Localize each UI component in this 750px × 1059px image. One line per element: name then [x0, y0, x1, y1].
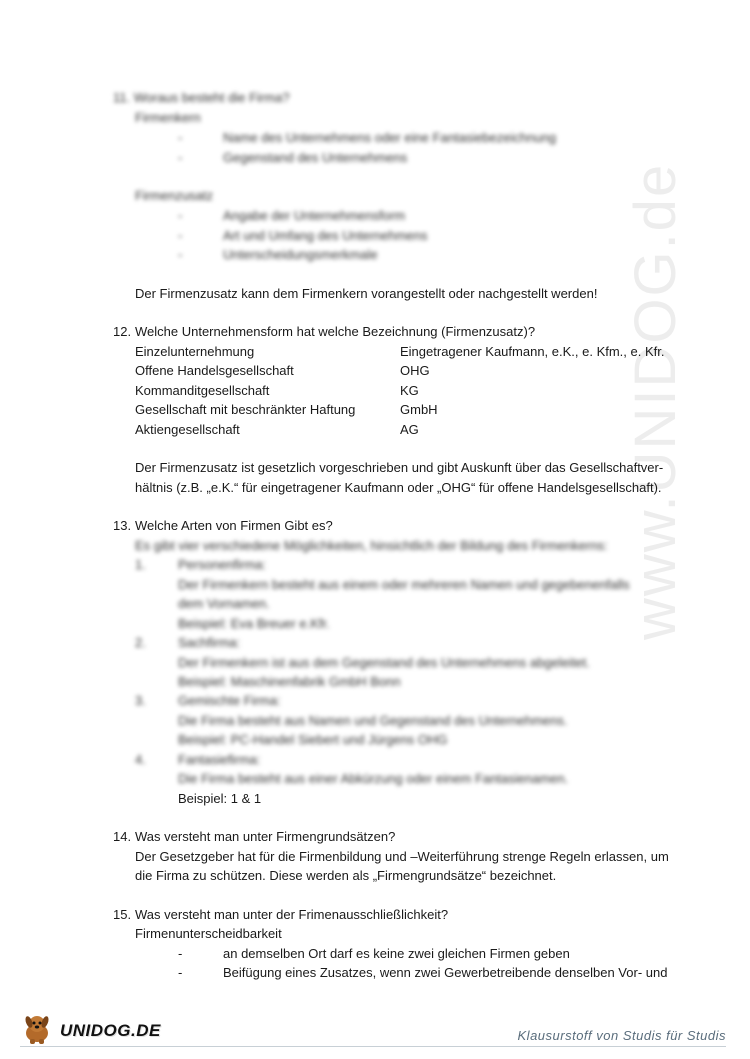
q13-type-line: Beispiel: Eva Breuer e.Kfr.	[178, 616, 330, 631]
q11-note: Der Firmenzusatz kann dem Firmenkern vorangestellt oder nachgestellt werden!	[135, 286, 598, 301]
q11-kern-label: Firmenkern	[135, 110, 201, 125]
bullet: -	[178, 130, 183, 145]
footer-tagline: Klausurstoff von Studis für Studis	[517, 1028, 726, 1043]
bullet: -	[178, 150, 183, 165]
q12-note-line: Der Firmenzusatz ist gesetzlich vorgeschrieben und gibt Auskunft über das Gesellschaftver-	[135, 460, 664, 475]
bullet: -	[178, 946, 183, 961]
q14-number: 14.	[113, 829, 132, 844]
q15-question: Was versteht man unter der Frimenausschließlichkeit?	[135, 907, 449, 922]
q14-line: die Firma zu schützen. Diese werden als „Firmengrundsätze“ bezeichnet.	[135, 868, 557, 883]
q13-type-line: Die Firma besteht aus Namen und Gegenstand des Unternehmens.	[178, 713, 568, 728]
logo-text: UNIDOG.DE	[60, 1020, 161, 1040]
q12-form: Kommanditgesellschaft	[135, 383, 270, 398]
footer-divider	[20, 1046, 726, 1047]
q11-zusatz-item: Unterscheidungsmerkmale	[223, 247, 378, 262]
q12-zusatz: AG	[400, 422, 419, 437]
q11-zusatz-item: Art und Umfang des Unternehmens	[223, 228, 428, 243]
q12-zusatz: Eingetragener Kaufmann, e.K., e. Kfm., e. Kfr.	[400, 344, 665, 359]
unidog-logo[interactable]	[20, 1012, 161, 1049]
q13-type-line: Die Firma besteht aus einer Abkürzung oder einem Fantasienamen.	[178, 771, 569, 786]
q11-zusatz-label: Firmenzusatz	[135, 188, 214, 203]
q13-type-num: 1.	[135, 557, 146, 572]
q13-last-example: Beispiel: 1 & 1	[178, 791, 262, 806]
q12-form: Gesellschaft mit beschränkter Haftung	[135, 402, 356, 417]
q12-question: Welche Unternehmensform hat welche Bezeichnung (Firmenzusatz)?	[135, 324, 536, 339]
bullet: -	[178, 965, 183, 980]
q13-type-line: Beispiel: Maschinenfabrik GmbH Bonn	[178, 674, 401, 689]
q14-question: Was versteht man unter Firmengrundsätzen?	[135, 829, 396, 844]
q12-form: Einzelunternehmung	[135, 344, 255, 359]
q12-zusatz: OHG	[400, 363, 430, 378]
q13-type-line: dem Vornamen.	[178, 596, 270, 611]
bullet: -	[178, 228, 183, 243]
q15-item: Beifügung eines Zusatzes, wenn zwei Gewerbetreibende denselben Vor- und	[223, 965, 668, 980]
watermark-text: www.UNIDOG.de	[623, 162, 688, 640]
q12-number: 12.	[113, 324, 132, 339]
q13-type-num: 4.	[135, 752, 146, 767]
q13-type-name: Personenfirma:	[178, 557, 267, 572]
q15-item: an demselben Ort darf es keine zwei gleichen Firmen geben	[223, 946, 570, 961]
q11-zusatz-item: Angabe der Unternehmensform	[223, 208, 406, 223]
q12-form: Aktiengesellschaft	[135, 422, 240, 437]
q13-question: Welche Arten von Firmen Gibt es?	[135, 518, 333, 533]
q11-kern-item: Gegenstand des Unternehmens	[223, 150, 408, 165]
q13-type-num: 3.	[135, 693, 146, 708]
q15-label: Firmenunterscheidbarkeit	[135, 926, 282, 941]
q13-type-name: Fantasiefirma:	[178, 752, 261, 767]
q13-type-num: 2.	[135, 635, 146, 650]
q13-type-line: Beispiel: PC-Handel Siebert und Jürgens OHG	[178, 732, 448, 747]
q12-zusatz: KG	[400, 383, 419, 398]
q13-type-name: Gemischte Firma:	[178, 693, 281, 708]
q13-type-line: Der Firmenkern besteht aus einem oder mehreren Namen und gegebenenfalls	[178, 577, 630, 592]
q12-note-line: hältnis (z.B. „e.K.“ für eingetragener Kaufmann oder „OHG“ für offene Handelsgesellschaft).	[135, 480, 662, 495]
q12-form: Offene Handelsgesellschaft	[135, 363, 294, 378]
q11-title: 11. Woraus besteht die Firma?	[113, 90, 290, 105]
q13-type-line: Der Firmenkern ist aus dem Gegenstand des Unternehmens abgeleitet.	[178, 655, 590, 670]
q11-kern-item: Name des Unternehmens oder eine Fantasiebezeichnung	[223, 130, 557, 145]
dog-icon	[20, 1012, 54, 1049]
q15-number: 15.	[113, 907, 132, 922]
q14-line: Der Gesetzgeber hat für die Firmenbildung und –Weiterführung strenge Regeln erlassen, um	[135, 849, 669, 864]
q12-zusatz: GmbH	[400, 402, 438, 417]
q13-type-name: Sachfirma:	[178, 635, 241, 650]
q13-intro: Es gibt vier verschiedene Möglichkeiten, hinsichtlich der Bildung des Firmenkerns:	[135, 538, 608, 553]
q13-number: 13.	[113, 518, 132, 533]
bullet: -	[178, 247, 183, 262]
bullet: -	[178, 208, 183, 223]
